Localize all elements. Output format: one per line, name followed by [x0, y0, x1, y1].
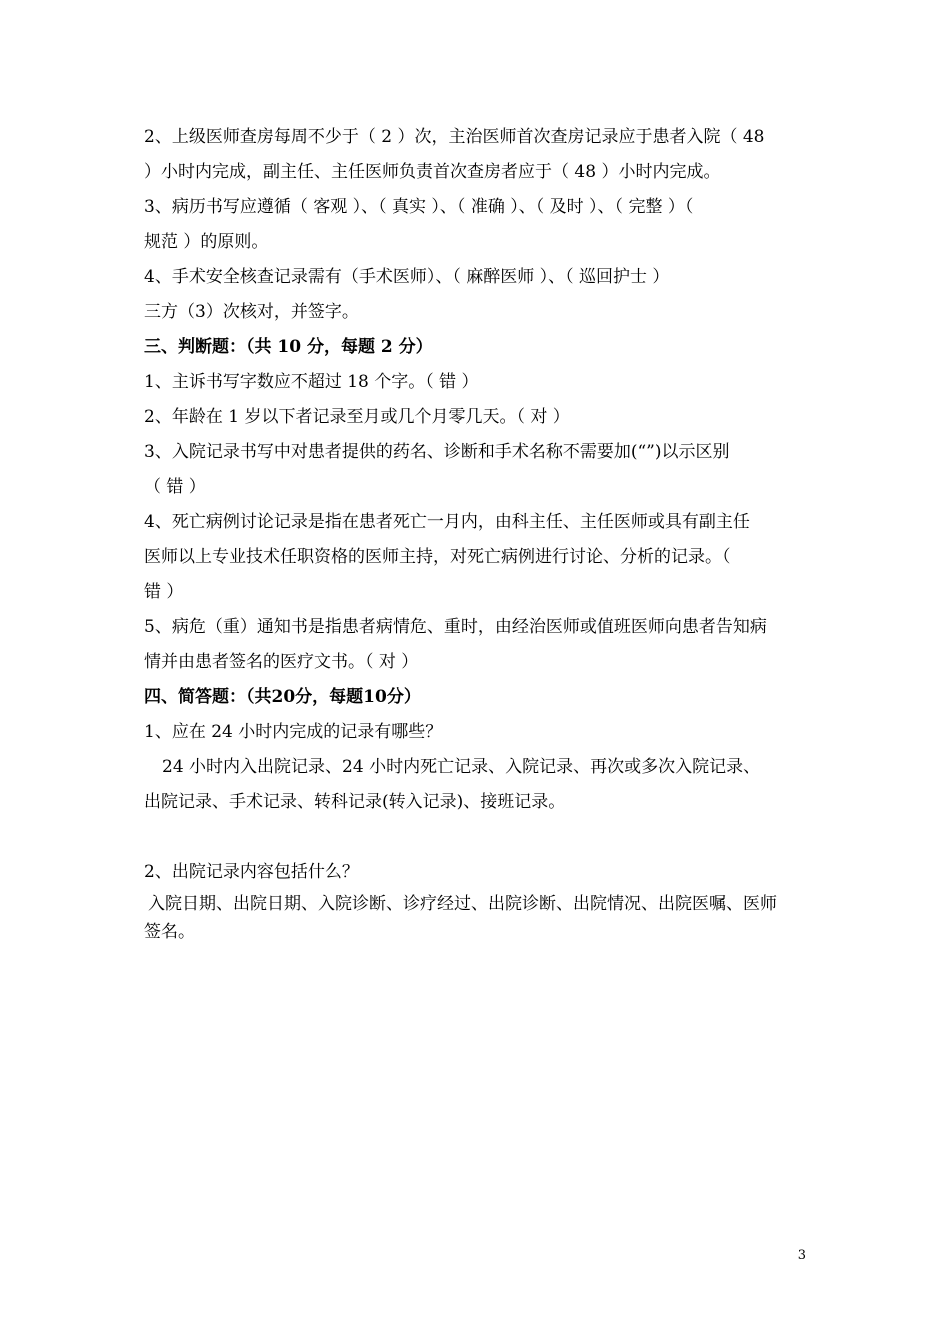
page-number: 3 — [797, 1248, 806, 1263]
true-false-q4-line3: 错 ） — [144, 582, 184, 602]
true-false-q1: 1、主诉书写字数应不超过 18 个字。（ 错 ） — [144, 372, 479, 392]
fill-blank-q3-line1: 3、病历书写应遵循（ 客观 ）、（ 真实 ）、（ 准确 ）、（ 及时 ）、（ 完整 ）（ — [144, 197, 694, 217]
fill-blank-q2-line1: 2、上级医师查房每周不少于（ 2 ）次，主治医师首次查房记录应于患者入院（ 48 — [144, 127, 765, 147]
true-false-q3-line1: 3、入院记录书写中对患者提供的药名、诊断和手术名称不需要加(“”)以示区别 — [144, 442, 730, 462]
short-answer-q1: 1、应在 24 小时内完成的记录有哪些？ — [144, 722, 443, 742]
true-false-q3-line2: （ 错 ） — [144, 477, 206, 497]
blank-spacer — [144, 820, 808, 855]
fill-blank-q3-line2: 规范 ）的原则。 — [144, 232, 269, 252]
fill-blank-q4-line2: 三方（3）次核对，并签字。 — [144, 302, 359, 322]
true-false-q5-line2: 情并由患者签名的医疗文书。（ 对 ） — [144, 652, 419, 672]
short-answer-q2: 2、出院记录内容包括什么？ — [144, 862, 359, 882]
true-false-q5-line1: 5、病危（重）通知书是指患者病情危、重时，由经治医师或值班医师向患者告知病 — [144, 617, 767, 637]
true-false-q4-line1: 4、死亡病例讨论记录是指在患者死亡一月内，由科主任、主任医师或具有副主任 — [144, 512, 750, 532]
true-false-q4-line2: 医师以上专业技术任职资格的医师主持，对死亡病例进行讨论、分析的记录。（ — [144, 547, 731, 567]
fill-blank-q2-line2: ）小时内完成，副主任、主任医师负责首次查房者应于（ 48 ）小时内完成。 — [144, 162, 721, 182]
page-content — [144, 120, 808, 946]
short-answer-a1-line1: 24 小时内入出院记录、24 小时内死亡记录、入院记录、再次或多次入院记录、 — [162, 757, 761, 777]
short-answer-a1-line2: 出院记录、手术记录、转科记录(转入记录)、接班记录。 — [144, 792, 566, 812]
short-answer-a2-line2: 签名。 — [144, 922, 195, 942]
section-4-heading: 四、简答题：（共20分，每题10分） — [144, 687, 421, 707]
true-false-q2: 2、年龄在 1 岁以下者记录至月或几个月零几天。（ 对 ） — [144, 407, 570, 427]
short-answer-a2-line1: 入院日期、出院日期、入院诊断、诊疗经过、出院诊断、出院情况、出院医嘱、医师 — [148, 894, 777, 914]
fill-blank-q4-line1: 4、手术安全核查记录需有（手术医师）、（ 麻醉医师 ）、（ 巡回护士 ） — [144, 267, 670, 287]
section-3-heading: 三、判断题：（共 10 分，每题 2 分） — [144, 337, 433, 357]
